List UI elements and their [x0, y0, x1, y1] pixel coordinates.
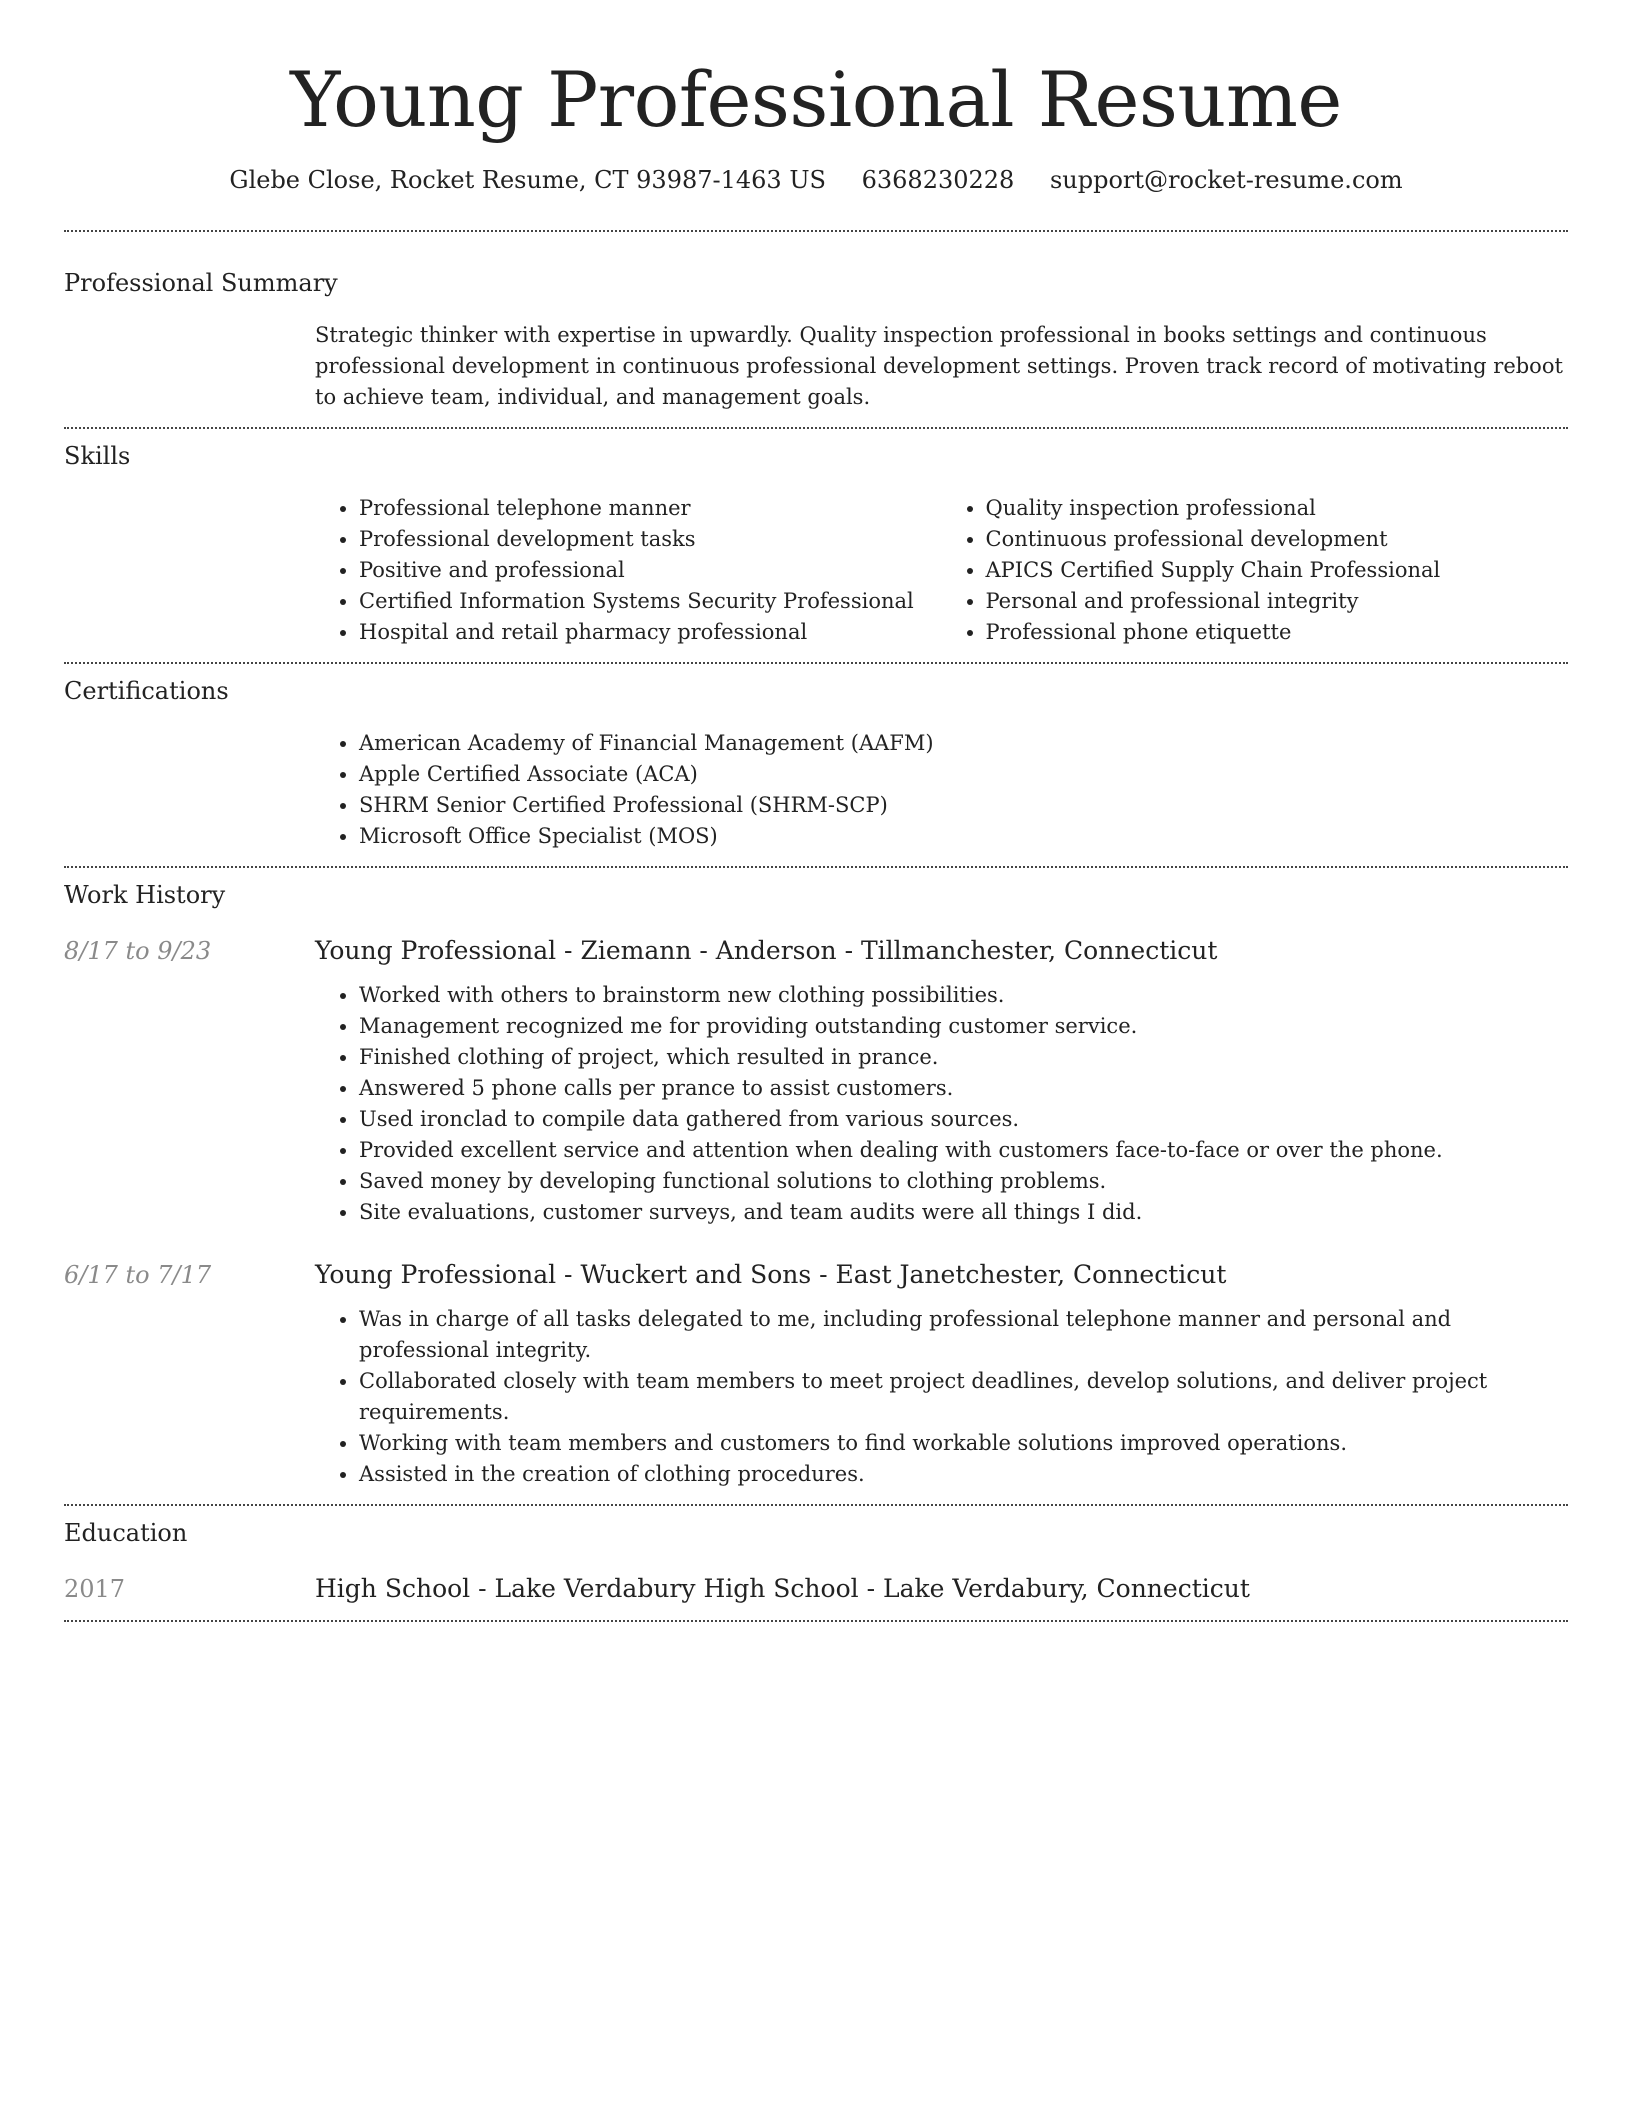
job-bullets	[315, 1304, 1568, 1490]
resume-title: Young Professional Resume	[290, 55, 1342, 144]
certifications-heading: Certifications	[64, 677, 229, 705]
job-bullet: • Was in charge of all tasks delegated to me, including professional telephone manner and personal and professional integrity.	[359, 1304, 1568, 1366]
job-title: Young Professional - Wuckert and Sons - East Janetchester, Connecticut	[315, 1260, 1227, 1289]
skill-item: • Quality inspection professional	[986, 493, 1569, 524]
skill-item: • Professional telephone manner	[359, 493, 942, 524]
job-bullet: • Collaborated closely with team members to meet project deadlines, develop solutions, and deliver project requirements.	[359, 1366, 1568, 1428]
contact-phone: 6368230228	[861, 166, 1015, 194]
skill-item: • Professional phone etiquette	[986, 617, 1569, 648]
job-bullet: • Worked with others to brainstorm new clothing possibilities.	[359, 980, 1568, 1011]
skills-list-right	[942, 493, 1569, 648]
education-year: 2017	[64, 1575, 126, 1603]
education-entry	[64, 1572, 1568, 1620]
job-title: Young Professional - Ziemann - Anderson - Tillmanchester, Connecticut	[315, 936, 1218, 965]
skill-item: • Certified Information Systems Security Professional	[359, 586, 942, 617]
certification-item: • Apple Certified Associate (ACA)	[359, 759, 1568, 790]
skill-item: • APICS Certified Supply Chain Professional	[986, 555, 1569, 586]
skill-item: • Hospital and retail pharmacy professional	[359, 617, 942, 648]
job-bullet: • Management recognized me for providing outstanding customer service.	[359, 1011, 1568, 1042]
job-dates: 8/17 to 9/23	[64, 937, 212, 965]
summary-text: Strategic thinker with expertise in upwardly. Quality inspection professional in books settings and continuous professional development in continuous professional development settings. Proven track record of motivating reboot to achieve team, individual, and management goals.	[315, 323, 1563, 409]
job-dates: 6/17 to 7/17	[64, 1261, 212, 1289]
contact-address: Glebe Close, Rocket Resume, CT 93987-1463 US	[229, 166, 826, 194]
certifications-section	[64, 664, 1568, 866]
skill-item: • Personal and professional integrity	[986, 586, 1569, 617]
job-bullet: • Assisted in the creation of clothing procedures.	[359, 1459, 1568, 1490]
job-entry	[64, 1258, 1568, 1504]
skills-heading: Skills	[64, 442, 131, 470]
education-title: High School - Lake Verdabury High School - Lake Verdabury, Connecticut	[315, 1574, 1250, 1603]
certification-item: • American Academy of Financial Management (AAFM)	[359, 728, 1568, 759]
job-entry	[64, 934, 1568, 1228]
job-bullets	[315, 980, 1568, 1228]
skill-item: • Professional development tasks	[359, 524, 942, 555]
contact-line	[64, 164, 1568, 230]
skill-item: • Continuous professional development	[986, 524, 1569, 555]
summary-heading: Professional Summary	[64, 269, 338, 297]
education-section	[64, 1506, 1568, 1620]
resume-page	[64, 0, 1568, 1622]
job-bullet: • Saved money by developing functional solutions to clothing problems.	[359, 1166, 1568, 1197]
contact-email: support@rocket-resume.com	[1049, 166, 1403, 194]
work-history-heading: Work History	[64, 881, 226, 909]
skills-list-left	[315, 493, 942, 648]
skill-item: • Positive and professional	[359, 555, 942, 586]
job-bullet: • Answered 5 phone calls per prance to assist customers.	[359, 1073, 1568, 1104]
certification-item: • SHRM Senior Certified Professional (SHRM-SCP)	[359, 790, 1568, 821]
education-heading: Education	[64, 1519, 188, 1547]
job-bullet: • Provided excellent service and attention when dealing with customers face-to-face or over the phone.	[359, 1135, 1568, 1166]
skills-section	[64, 429, 1568, 662]
job-bullet: • Used ironclad to compile data gathered from various sources.	[359, 1104, 1568, 1135]
certifications-list	[315, 728, 1568, 852]
work-history-section	[64, 868, 1568, 1504]
summary-section	[64, 232, 1568, 427]
section-divider	[64, 1620, 1568, 1622]
job-bullet: • Working with team members and customers to find workable solutions improved operations.	[359, 1428, 1568, 1459]
job-bullet: • Site evaluations, customer surveys, and team audits were all things I did.	[359, 1197, 1568, 1228]
certification-item: • Microsoft Office Specialist (MOS)	[359, 821, 1568, 852]
job-bullet: • Finished clothing of project, which resulted in prance.	[359, 1042, 1568, 1073]
